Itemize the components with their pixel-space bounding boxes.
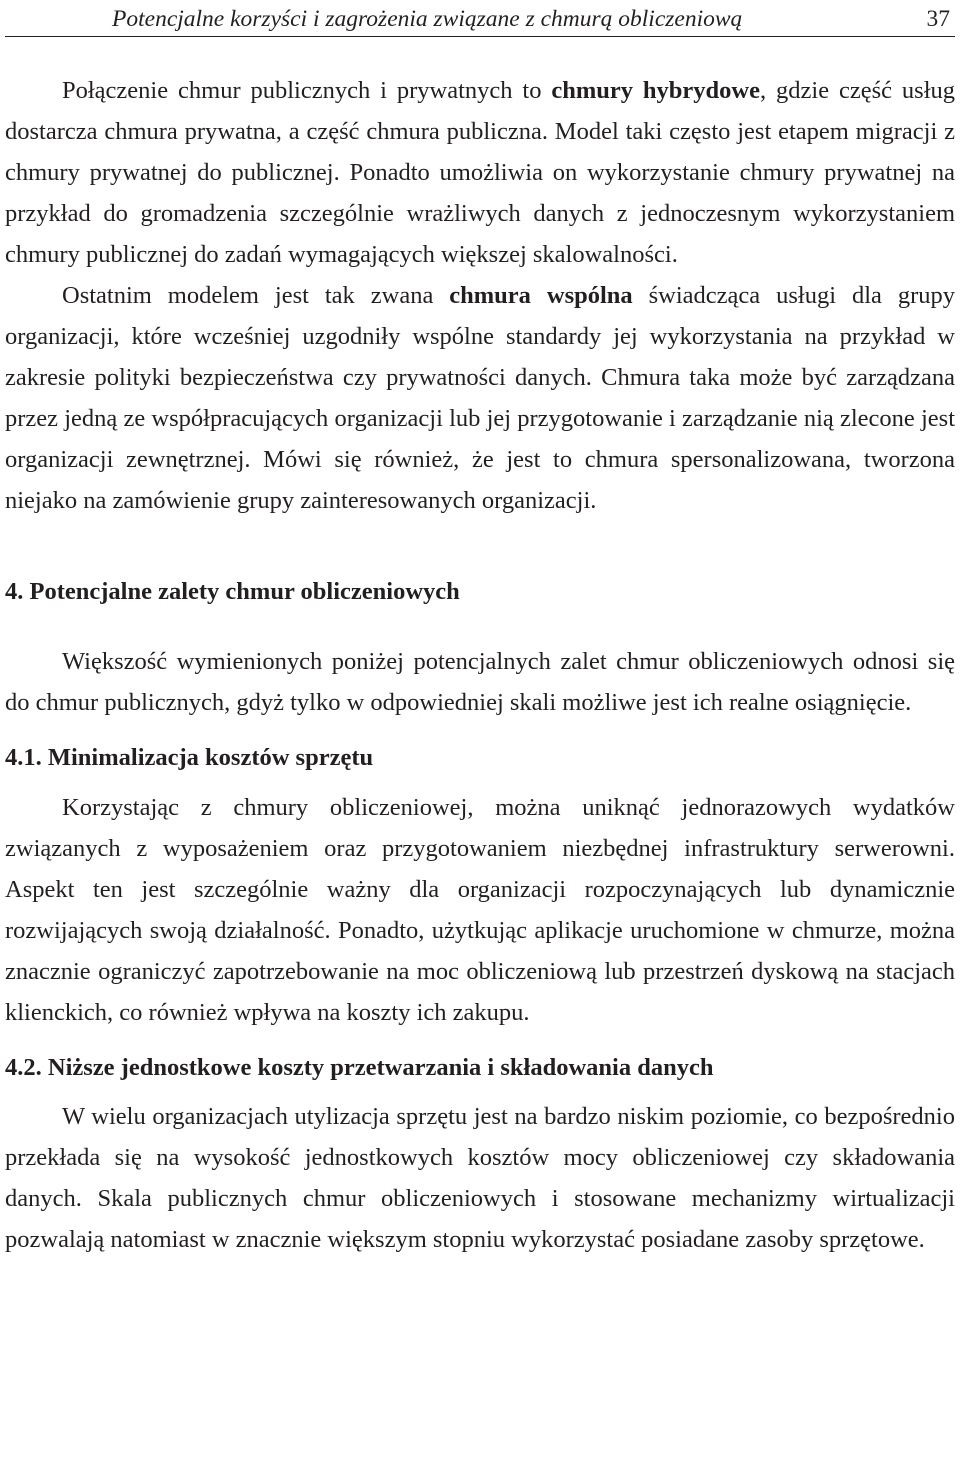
document-page	[5, 0, 955, 1260]
paragraph-section-4: Większość wymienionych poniżej potencjalnych zalet chmur obliczeniowych odnosi się do chmur publicznych, gdyż tylko w odpowiedniej skali możliwe jest ich realne osiągnięcie.	[5, 648, 955, 716]
page-number: 37	[926, 6, 950, 32]
section-heading-4-2: 4.2. Niższe jednostkowe koszty przetwarzania i składowania danych	[5, 1054, 714, 1081]
paragraph-section-4-2: W wielu organizacjach utylizacja sprzętu jest na bardzo niskim poziomie, co bezpośrednio przekłada się na wysokość jednostkowych kosztów mocy obliczeniowej czy składowania danych. Skala publicznych chmur obliczeniowych i stosowane mechanizmy wirtualizacji pozwalają natomiast w znacznie większym stopniu wykorzystać posiadane zasoby sprzętowe.	[5, 1103, 955, 1253]
paragraph-text: Połączenie chmur publicznych i prywatnych to	[62, 77, 552, 104]
paragraph-text: , gdzie część usług dostarcza chmura prywatna, a część chmura publiczna. Model taki często jest etapem migracji z chmury prywatnej do publicznej. Ponadto umożliwia on wykorzystanie chmury prywatnej na przykład do gromadzenia szczególnie wrażliwych danych z jednoczesnym wykorzystaniem chmury publicznej do zadań wymagających większej skalowalności.	[5, 77, 955, 268]
term-hybrid-cloud: chmury hybrydowe	[551, 77, 760, 104]
paragraph-text: świadcząca usługi dla grupy organizacji, które wcześniej uzgodniły wspólne standardy jej wykorzystania na przykład w zakresie polityki bezpieczeństwa czy prywatności danych. Chmura taka może być zarządzana przez jedną ze współpracujących organizacji lub jej przygotowanie i zarządzanie nią zlecone jest organizacji zewnętrznej. Mówi się również, że jest to chmura spersonalizowana, tworzona niejako na zamówienie grupy zainteresowanych organizacji.	[5, 282, 955, 514]
paragraph-text: Ostatnim modelem jest tak zwana	[62, 282, 450, 309]
paragraph-section-4-1: Korzystając z chmury obliczeniowej, można uniknąć jednorazowych wydatków związanych z wyposażeniem oraz przygotowaniem niezbędnej infrastruktury serwerowni. Aspekt ten jest szczególnie ważny dla organizacji rozpoczynających lub dynamicznie rozwijających swoją działalność. Ponadto, użytkując aplikacje uruchomione w chmurze, można znacznie ograniczyć zapotrzebowanie na moc obliczeniową lub przestrzeń dyskową na stacjach klienckich, co również wpływa na koszty ich zakupu.	[5, 794, 955, 1026]
running-header	[5, 0, 955, 37]
paragraph-hybrid-cloud	[5, 70, 955, 275]
term-community-cloud: chmura wspólna	[449, 282, 633, 309]
section-heading-4-1: 4.1. Minimalizacja kosztów sprzętu	[5, 744, 374, 771]
paragraph-community-cloud	[5, 275, 955, 521]
section-heading-4: 4. Potencjalne zalety chmur obliczeniowych	[5, 578, 460, 605]
running-title: Potencjalne korzyści i zagrożenia związane z chmurą obliczeniową	[112, 6, 743, 32]
